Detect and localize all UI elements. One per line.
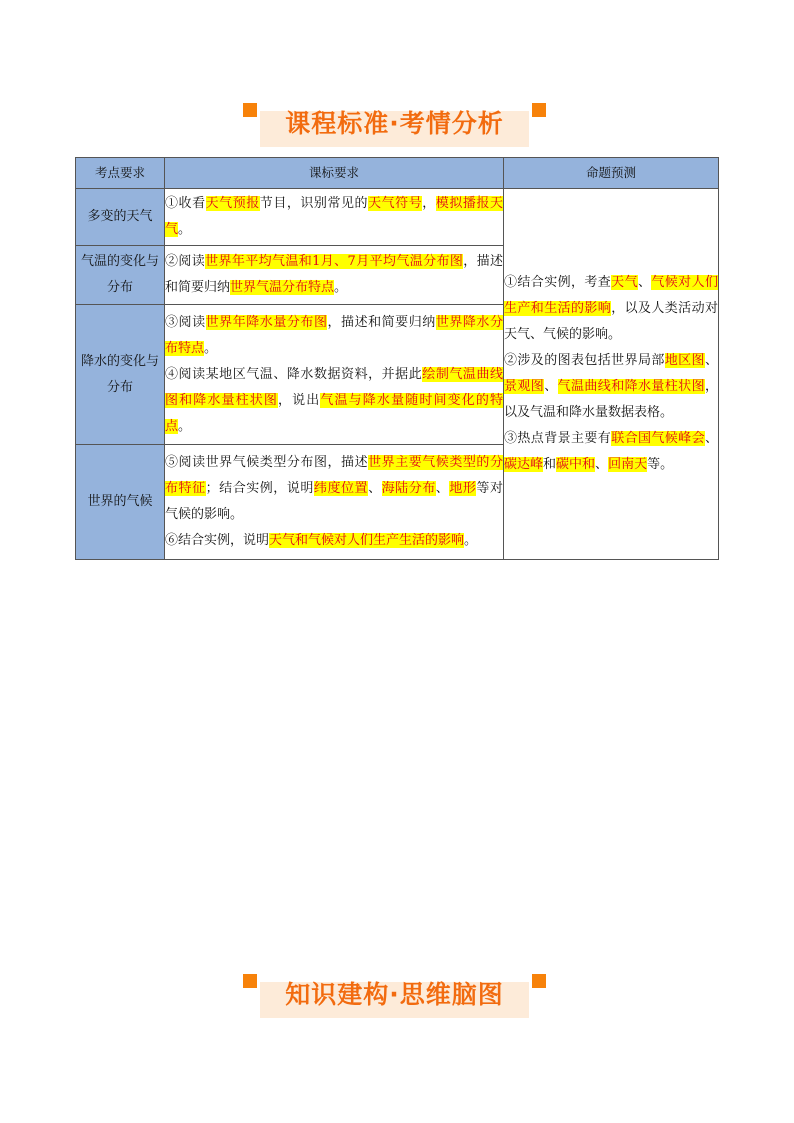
text-segment: ，以及气温和降水量数据表格。 bbox=[504, 379, 718, 420]
requirement-cell bbox=[165, 305, 504, 445]
text-segment: ， bbox=[422, 196, 436, 211]
text-segment: ③阅读 bbox=[165, 314, 206, 330]
text-segment: 、 bbox=[544, 379, 558, 394]
text-segment: ，以及人类活动对天气、气候的影响。 bbox=[504, 301, 718, 342]
topic-cell: 世界的气候 bbox=[76, 445, 165, 560]
section-title: 课程标准·考情分析 bbox=[285, 109, 504, 138]
text-segment: ②涉及的图表包括世界局部 bbox=[504, 353, 665, 368]
highlighted-text: 景观图 bbox=[504, 379, 545, 394]
text-segment: 、 bbox=[704, 353, 718, 368]
text-segment: 、 bbox=[637, 275, 652, 290]
text-segment: 。 bbox=[178, 418, 192, 434]
highlighted-text: 世界气温分布特点 bbox=[230, 280, 335, 295]
paragraph bbox=[504, 348, 718, 426]
column-header: 课标要求 bbox=[165, 158, 504, 189]
column-header: 命题预测 bbox=[504, 158, 719, 189]
highlighted-text: 联合国气候峰会 bbox=[611, 431, 705, 446]
text-segment: 等。 bbox=[647, 457, 674, 472]
text-segment: 、 bbox=[435, 481, 450, 496]
topic-cell: 气温的变化与分布 bbox=[76, 246, 165, 305]
requirement-cell bbox=[165, 445, 504, 560]
highlighted-text: 气候对人们生产和生活的影响 bbox=[504, 275, 718, 316]
text-segment: ①收看 bbox=[165, 196, 206, 211]
highlighted-text: 世界年平均气温和1月、7月平均气温分布图 bbox=[205, 254, 464, 269]
text-segment: ⑤阅读世界气候类型分布图，描述 bbox=[165, 455, 369, 470]
table-row bbox=[76, 189, 719, 246]
paragraph bbox=[504, 426, 718, 478]
text-segment: 、 bbox=[704, 431, 718, 446]
highlighted-text: 天气预报 bbox=[205, 196, 260, 211]
text-segment: 、 bbox=[368, 481, 382, 496]
table-header-row bbox=[76, 158, 719, 189]
text-segment: ，描述和简要归纳 bbox=[165, 254, 503, 295]
text-segment: ③热点背景主要有 bbox=[504, 431, 612, 446]
topic-cell: 降水的变化与分布 bbox=[76, 305, 165, 445]
highlighted-text: 回南天 bbox=[608, 457, 648, 472]
text-segment: 、 bbox=[595, 457, 609, 472]
highlighted-text: 地区图 bbox=[664, 353, 705, 368]
highlighted-text: 绘制气温曲线图和降水量柱状图 bbox=[165, 366, 503, 408]
text-segment: 。 bbox=[178, 222, 192, 237]
highlighted-text: 世界主要气候类型的分布特征 bbox=[165, 455, 503, 496]
text-segment: ，描述和简要归纳 bbox=[327, 314, 436, 330]
prediction-cell bbox=[504, 189, 719, 560]
text-segment: ⑥结合实例，说明 bbox=[165, 533, 270, 548]
requirement-cell bbox=[165, 189, 504, 246]
paragraph bbox=[165, 310, 503, 362]
highlighted-text: 天气符号 bbox=[368, 196, 423, 211]
text-segment: ；结合实例，说明 bbox=[205, 481, 314, 496]
paragraph bbox=[165, 362, 503, 440]
curriculum-table bbox=[75, 157, 719, 560]
section-title: 知识建构·思维脑图 bbox=[285, 980, 504, 1009]
text-segment: ，说出 bbox=[278, 392, 321, 408]
paragraph bbox=[504, 270, 718, 348]
highlighted-text: 纬度位置 bbox=[313, 481, 369, 496]
section-header-curriculum bbox=[243, 103, 546, 147]
highlighted-text: 碳中和 bbox=[556, 457, 596, 472]
text-segment: 。 bbox=[204, 340, 218, 356]
requirement-cell bbox=[165, 246, 504, 305]
section-header-mindmap bbox=[243, 974, 546, 1018]
highlighted-text: 天气和气候对人们生产生活的影响 bbox=[269, 533, 465, 548]
paragraph bbox=[165, 249, 503, 301]
paragraph bbox=[165, 450, 503, 528]
text-segment: 和 bbox=[543, 457, 557, 472]
paragraph bbox=[165, 191, 503, 243]
column-header: 考点要求 bbox=[76, 158, 165, 189]
highlighted-text: 海陆分布 bbox=[381, 481, 436, 496]
text-segment: 。 bbox=[464, 533, 478, 548]
text-segment: ④阅读某地区气温、降水数据资料，并据此 bbox=[165, 366, 423, 382]
paragraph bbox=[165, 528, 503, 554]
highlighted-text: 天气 bbox=[611, 275, 638, 290]
text-segment: 等对气候的影响。 bbox=[165, 481, 503, 522]
highlighted-text: 模拟播报天气 bbox=[165, 196, 503, 237]
highlighted-text: 碳达峰 bbox=[504, 457, 544, 472]
text-segment: ②阅读 bbox=[165, 254, 206, 269]
topic-cell: 多变的天气 bbox=[76, 189, 165, 246]
text-segment: 。 bbox=[334, 280, 348, 295]
highlighted-text: 地形 bbox=[449, 481, 477, 496]
text-segment: ①结合实例，考查 bbox=[504, 275, 612, 290]
highlighted-text: 世界降水分布特点 bbox=[165, 314, 503, 356]
highlighted-text: 世界年降水量分布图 bbox=[205, 314, 328, 330]
highlighted-text: 气温与降水量随时间变化的特点 bbox=[165, 392, 503, 434]
text-segment: 节目，识别常见的 bbox=[259, 196, 369, 211]
highlighted-text: 气温曲线和降水量柱状图 bbox=[557, 379, 705, 394]
